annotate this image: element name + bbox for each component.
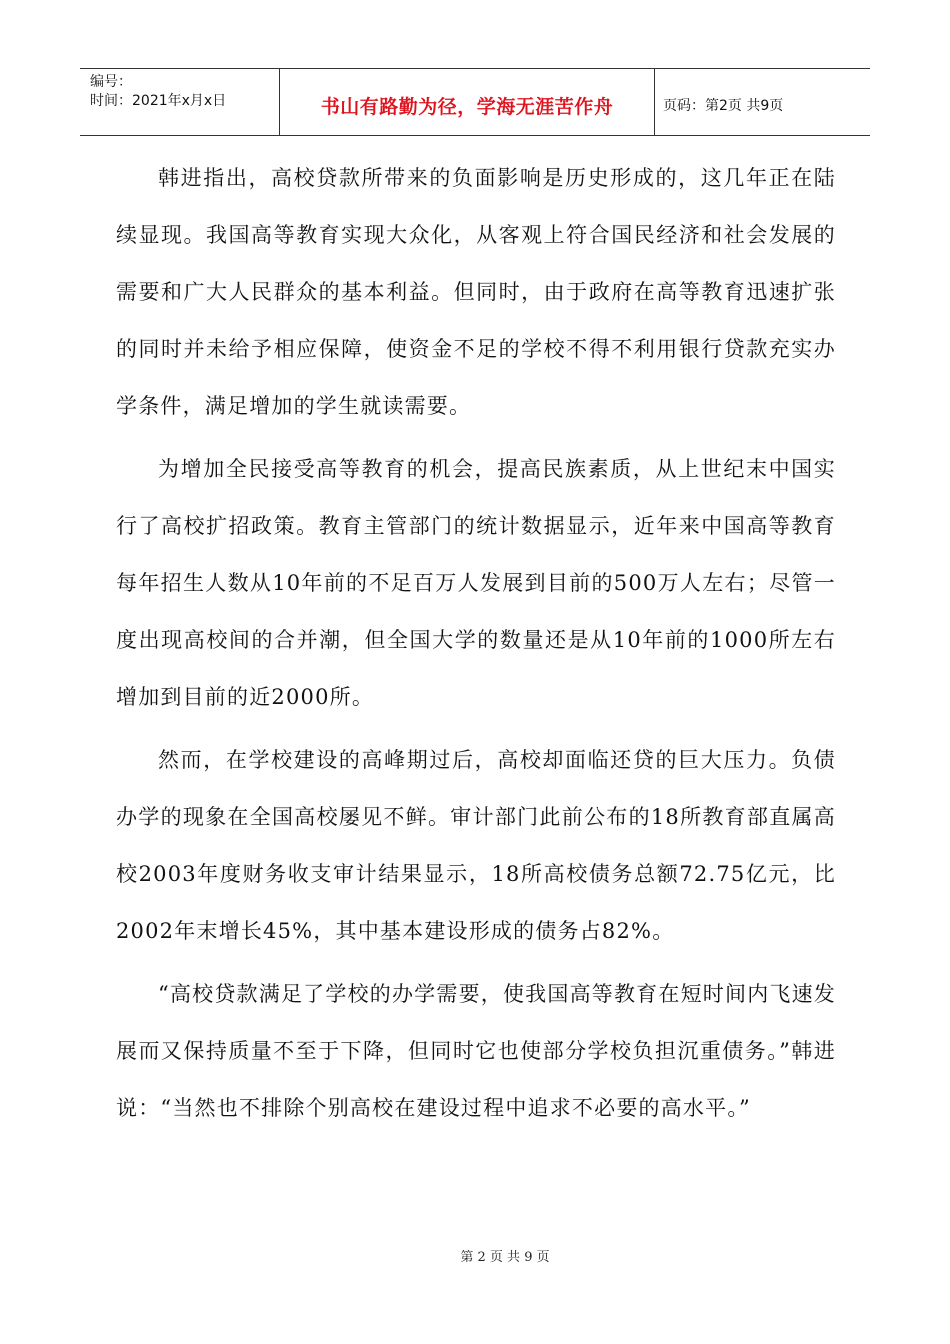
header-page-info: 页码：第2页 共9页: [663, 98, 784, 114]
document-body: [116, 150, 836, 1143]
page-header: [80, 68, 870, 136]
page-footer: 第 2 页 共 9 页: [460, 1250, 550, 1265]
document-number-label: 编号：: [90, 74, 132, 90]
header-motto: 书山有路勤为径，学海无涯苦作舟: [280, 69, 655, 135]
paragraph: 然而，在学校建设的高峰期过后，高校却面临还贷的巨大压力。负债办学的现象在全国高校屡见不鲜。审计部门此前公布的18所教育部直属高校2003年度财务收支审计结果显示，18所高校债务总额72.75亿元，比2002年末增长45%，其中基本建设形成的债务占82%。: [116, 748, 836, 943]
paragraph: 韩进指出，高校贷款所带来的负面影响是历史形成的，这几年正在陆续显现。我国高等教育实现大众化，从客观上符合国民经济和社会发展的需要和广大人民群众的基本利益。但同时，由于政府在高等教育迅速扩张的同时并未给予相应保障，使资金不足的学校不得不利用银行贷款充实办学条件，满足增加的学生就读需要。: [116, 166, 836, 418]
document-date-label: 时间：2021年x月x日: [90, 93, 227, 109]
paragraph: “高校贷款满足了学校的办学需要，使我国高等教育在短时间内飞速发展而又保持质量不至于下降，但同时它也使部分学校负担沉重债务。”韩进说：“当然也不排除个别高校在建设过程中追求不必要的高水平。”: [116, 982, 836, 1120]
header-meta: [80, 69, 280, 135]
paragraph: 为增加全民接受高等教育的机会，提高民族素质，从上世纪末中国实行了高校扩招政策。教育主管部门的统计数据显示，近年来中国高等教育每年招生人数从10年前的不足百万人发展到目前的500万人左右；尽管一度出现高校间的合并潮，但全国大学的数量还是从10年前的1000所左右增加到目前的近2000所。: [116, 457, 836, 709]
